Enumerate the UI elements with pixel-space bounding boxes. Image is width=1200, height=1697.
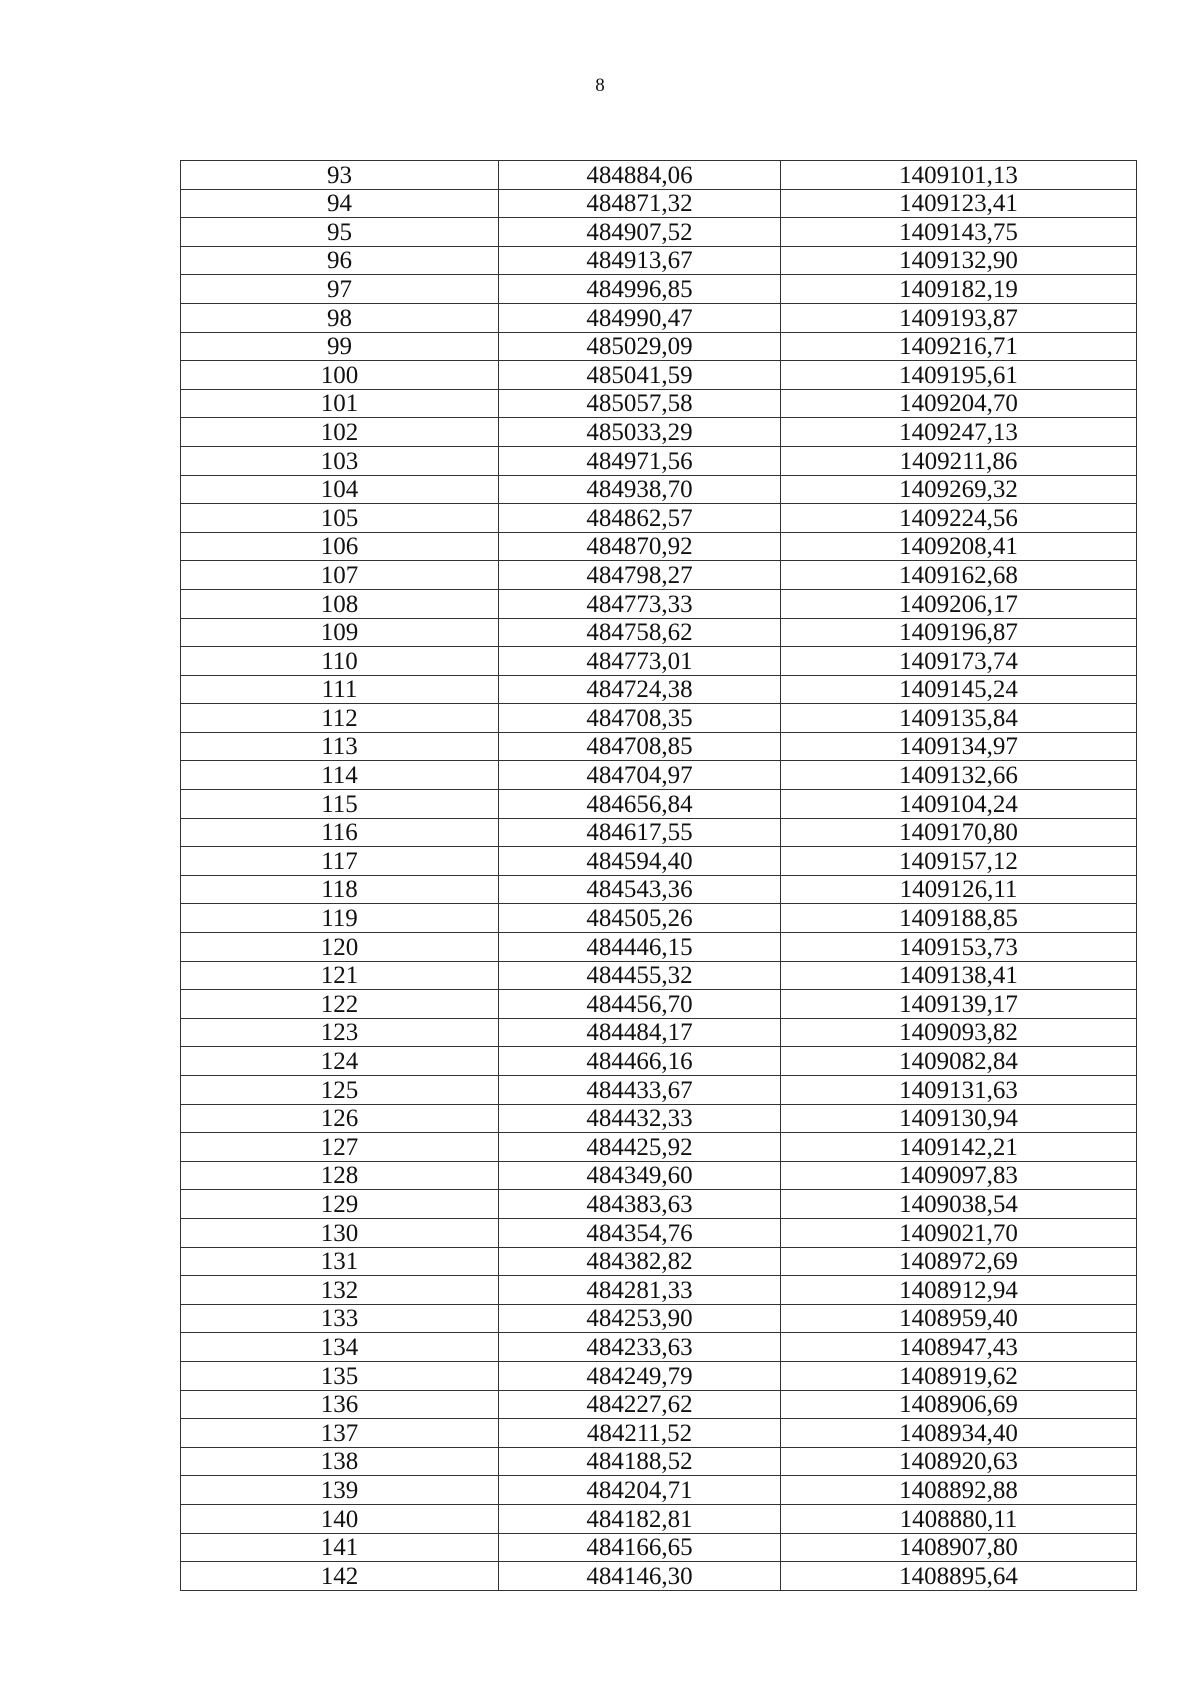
x-coordinate-cell: 484798,27 (499, 561, 781, 590)
x-coordinate-cell: 484182,81 (499, 1504, 781, 1533)
point-number-cell: 105 (181, 504, 499, 533)
table-row (181, 1190, 1137, 1219)
x-coordinate-cell: 484938,70 (499, 475, 781, 504)
table-row (181, 933, 1137, 962)
point-number-cell: 134 (181, 1333, 499, 1362)
y-coordinate-cell: 1409131,63 (781, 1076, 1137, 1105)
x-coordinate-cell: 484708,35 (499, 704, 781, 733)
y-coordinate-cell: 1408972,69 (781, 1247, 1137, 1276)
y-coordinate-cell: 1409269,32 (781, 475, 1137, 504)
x-coordinate-cell: 484455,32 (499, 961, 781, 990)
point-number-cell: 116 (181, 818, 499, 847)
point-number-cell: 106 (181, 532, 499, 561)
table-row (181, 1361, 1137, 1390)
table-row (181, 1390, 1137, 1419)
x-coordinate-cell: 484990,47 (499, 303, 781, 332)
y-coordinate-cell: 1409153,73 (781, 933, 1137, 962)
y-coordinate-cell: 1409134,97 (781, 732, 1137, 761)
y-coordinate-cell: 1409188,85 (781, 904, 1137, 933)
point-number-cell: 102 (181, 418, 499, 447)
table-row (181, 389, 1137, 418)
point-number-cell: 127 (181, 1133, 499, 1162)
x-coordinate-cell: 484233,63 (499, 1333, 781, 1362)
x-coordinate-cell: 484227,62 (499, 1390, 781, 1419)
table-row (181, 1333, 1137, 1362)
point-number-cell: 137 (181, 1419, 499, 1448)
x-coordinate-cell: 484446,15 (499, 933, 781, 962)
y-coordinate-cell: 1409126,11 (781, 875, 1137, 904)
point-number-cell: 136 (181, 1390, 499, 1419)
point-number-cell: 117 (181, 847, 499, 876)
y-coordinate-cell: 1409204,70 (781, 389, 1137, 418)
table-row (181, 1161, 1137, 1190)
point-number-cell: 114 (181, 761, 499, 790)
y-coordinate-cell: 1408920,63 (781, 1447, 1137, 1476)
point-number-cell: 142 (181, 1562, 499, 1591)
y-coordinate-cell: 1409196,87 (781, 618, 1137, 647)
x-coordinate-cell: 484188,52 (499, 1447, 781, 1476)
point-number-cell: 100 (181, 361, 499, 390)
x-coordinate-cell: 484425,92 (499, 1133, 781, 1162)
y-coordinate-cell: 1409170,80 (781, 818, 1137, 847)
x-coordinate-cell: 484432,33 (499, 1104, 781, 1133)
y-coordinate-cell: 1409123,41 (781, 189, 1137, 218)
point-number-cell: 110 (181, 647, 499, 676)
table-row (181, 303, 1137, 332)
table-row (181, 990, 1137, 1019)
table-row (181, 1218, 1137, 1247)
x-coordinate-cell: 485029,09 (499, 332, 781, 361)
table-row (181, 1504, 1137, 1533)
point-number-cell: 118 (181, 875, 499, 904)
point-number-cell: 124 (181, 1047, 499, 1076)
y-coordinate-cell: 1409132,90 (781, 246, 1137, 275)
point-number-cell: 139 (181, 1476, 499, 1505)
table-row (181, 275, 1137, 304)
y-coordinate-cell: 1409173,74 (781, 647, 1137, 676)
y-coordinate-cell: 1409193,87 (781, 303, 1137, 332)
point-number-cell: 95 (181, 218, 499, 247)
y-coordinate-cell: 1409132,66 (781, 761, 1137, 790)
table-row (181, 761, 1137, 790)
y-coordinate-cell: 1409224,56 (781, 504, 1137, 533)
table-row (181, 504, 1137, 533)
table-row (181, 675, 1137, 704)
y-coordinate-cell: 1409130,94 (781, 1104, 1137, 1133)
y-coordinate-cell: 1409143,75 (781, 218, 1137, 247)
point-number-cell: 93 (181, 161, 499, 190)
table-row (181, 1076, 1137, 1105)
x-coordinate-cell: 484484,17 (499, 1018, 781, 1047)
table-row (181, 704, 1137, 733)
point-number-cell: 131 (181, 1247, 499, 1276)
table-row (181, 418, 1137, 447)
y-coordinate-cell: 1408919,62 (781, 1361, 1137, 1390)
point-number-cell: 113 (181, 732, 499, 761)
x-coordinate-cell: 484466,16 (499, 1047, 781, 1076)
table-row (181, 961, 1137, 990)
table-row (181, 1047, 1137, 1076)
x-coordinate-cell: 484211,52 (499, 1419, 781, 1448)
point-number-cell: 115 (181, 790, 499, 819)
point-number-cell: 99 (181, 332, 499, 361)
y-coordinate-cell: 1409082,84 (781, 1047, 1137, 1076)
table-row (181, 589, 1137, 618)
point-number-cell: 111 (181, 675, 499, 704)
x-coordinate-cell: 484594,40 (499, 847, 781, 876)
point-number-cell: 125 (181, 1076, 499, 1105)
table-row (181, 475, 1137, 504)
table-row (181, 1419, 1137, 1448)
point-number-cell: 126 (181, 1104, 499, 1133)
x-coordinate-cell: 485041,59 (499, 361, 781, 390)
point-number-cell: 141 (181, 1533, 499, 1562)
x-coordinate-cell: 484870,92 (499, 532, 781, 561)
y-coordinate-cell: 1409093,82 (781, 1018, 1137, 1047)
point-number-cell: 121 (181, 961, 499, 990)
point-number-cell: 101 (181, 389, 499, 418)
y-coordinate-cell: 1409142,21 (781, 1133, 1137, 1162)
coordinates-table-body (181, 161, 1137, 1591)
y-coordinate-cell: 1409138,41 (781, 961, 1137, 990)
x-coordinate-cell: 484354,76 (499, 1218, 781, 1247)
x-coordinate-cell: 484383,63 (499, 1190, 781, 1219)
table-row (181, 818, 1137, 847)
x-coordinate-cell: 484543,36 (499, 875, 781, 904)
x-coordinate-cell: 484249,79 (499, 1361, 781, 1390)
point-number-cell: 103 (181, 446, 499, 475)
y-coordinate-cell: 1409097,83 (781, 1161, 1137, 1190)
y-coordinate-cell: 1409195,61 (781, 361, 1137, 390)
x-coordinate-cell: 484708,85 (499, 732, 781, 761)
table-row (181, 446, 1137, 475)
x-coordinate-cell: 484871,32 (499, 189, 781, 218)
table-row (181, 904, 1137, 933)
y-coordinate-cell: 1409021,70 (781, 1218, 1137, 1247)
y-coordinate-cell: 1409135,84 (781, 704, 1137, 733)
y-coordinate-cell: 1409216,71 (781, 332, 1137, 361)
x-coordinate-cell: 484204,71 (499, 1476, 781, 1505)
table-row (181, 246, 1137, 275)
point-number-cell: 140 (181, 1504, 499, 1533)
y-coordinate-cell: 1408906,69 (781, 1390, 1137, 1419)
point-number-cell: 108 (181, 589, 499, 618)
point-number-cell: 107 (181, 561, 499, 590)
point-number-cell: 138 (181, 1447, 499, 1476)
table-row (181, 361, 1137, 390)
point-number-cell: 132 (181, 1276, 499, 1305)
x-coordinate-cell: 484996,85 (499, 275, 781, 304)
table-row (181, 1276, 1137, 1305)
x-coordinate-cell: 484704,97 (499, 761, 781, 790)
point-number-cell: 96 (181, 246, 499, 275)
table-row (181, 1247, 1137, 1276)
page-number: 8 (595, 75, 605, 96)
x-coordinate-cell: 484884,06 (499, 161, 781, 190)
table-row (181, 1562, 1137, 1591)
table-row (181, 532, 1137, 561)
y-coordinate-cell: 1409182,19 (781, 275, 1137, 304)
x-coordinate-cell: 484382,82 (499, 1247, 781, 1276)
table-row (181, 1104, 1137, 1133)
x-coordinate-cell: 484971,56 (499, 446, 781, 475)
table-row (181, 1447, 1137, 1476)
y-coordinate-cell: 1409157,12 (781, 847, 1137, 876)
y-coordinate-cell: 1408934,40 (781, 1419, 1137, 1448)
x-coordinate-cell: 484617,55 (499, 818, 781, 847)
point-number-cell: 133 (181, 1304, 499, 1333)
y-coordinate-cell: 1409038,54 (781, 1190, 1137, 1219)
y-coordinate-cell: 1408959,40 (781, 1304, 1137, 1333)
x-coordinate-cell: 484773,33 (499, 589, 781, 618)
table-row (181, 618, 1137, 647)
point-number-cell: 112 (181, 704, 499, 733)
x-coordinate-cell: 484433,67 (499, 1076, 781, 1105)
y-coordinate-cell: 1409139,17 (781, 990, 1137, 1019)
y-coordinate-cell: 1409101,13 (781, 161, 1137, 190)
y-coordinate-cell: 1408947,43 (781, 1333, 1137, 1362)
y-coordinate-cell: 1409162,68 (781, 561, 1137, 590)
y-coordinate-cell: 1409104,24 (781, 790, 1137, 819)
x-coordinate-cell: 484456,70 (499, 990, 781, 1019)
x-coordinate-cell: 484505,26 (499, 904, 781, 933)
table-row (181, 161, 1137, 190)
table-row (181, 561, 1137, 590)
x-coordinate-cell: 484349,60 (499, 1161, 781, 1190)
point-number-cell: 109 (181, 618, 499, 647)
table-row (181, 332, 1137, 361)
point-number-cell: 94 (181, 189, 499, 218)
table-row (181, 1476, 1137, 1505)
x-coordinate-cell: 485033,29 (499, 418, 781, 447)
y-coordinate-cell: 1409145,24 (781, 675, 1137, 704)
point-number-cell: 129 (181, 1190, 499, 1219)
point-number-cell: 98 (181, 303, 499, 332)
y-coordinate-cell: 1408892,88 (781, 1476, 1137, 1505)
x-coordinate-cell: 484146,30 (499, 1562, 781, 1591)
point-number-cell: 122 (181, 990, 499, 1019)
x-coordinate-cell: 484907,52 (499, 218, 781, 247)
point-number-cell: 119 (181, 904, 499, 933)
x-coordinate-cell: 484913,67 (499, 246, 781, 275)
point-number-cell: 120 (181, 933, 499, 962)
y-coordinate-cell: 1408912,94 (781, 1276, 1137, 1305)
point-number-cell: 97 (181, 275, 499, 304)
coordinates-table (180, 160, 1137, 1591)
x-coordinate-cell: 485057,58 (499, 389, 781, 418)
table-row (181, 875, 1137, 904)
table-row (181, 1533, 1137, 1562)
x-coordinate-cell: 484758,62 (499, 618, 781, 647)
table-row (181, 218, 1137, 247)
point-number-cell: 104 (181, 475, 499, 504)
table-row (181, 1133, 1137, 1162)
x-coordinate-cell: 484862,57 (499, 504, 781, 533)
point-number-cell: 123 (181, 1018, 499, 1047)
x-coordinate-cell: 484724,38 (499, 675, 781, 704)
x-coordinate-cell: 484253,90 (499, 1304, 781, 1333)
x-coordinate-cell: 484656,84 (499, 790, 781, 819)
y-coordinate-cell: 1408895,64 (781, 1562, 1137, 1591)
y-coordinate-cell: 1409208,41 (781, 532, 1137, 561)
x-coordinate-cell: 484166,65 (499, 1533, 781, 1562)
table-row (181, 189, 1137, 218)
point-number-cell: 128 (181, 1161, 499, 1190)
y-coordinate-cell: 1408907,80 (781, 1533, 1137, 1562)
point-number-cell: 135 (181, 1361, 499, 1390)
point-number-cell: 130 (181, 1218, 499, 1247)
y-coordinate-cell: 1409211,86 (781, 446, 1137, 475)
y-coordinate-cell: 1409206,17 (781, 589, 1137, 618)
table-row (181, 847, 1137, 876)
y-coordinate-cell: 1408880,11 (781, 1504, 1137, 1533)
table-row (181, 1018, 1137, 1047)
table-row (181, 647, 1137, 676)
table-row (181, 790, 1137, 819)
table-row (181, 732, 1137, 761)
y-coordinate-cell: 1409247,13 (781, 418, 1137, 447)
table-row (181, 1304, 1137, 1333)
x-coordinate-cell: 484281,33 (499, 1276, 781, 1305)
x-coordinate-cell: 484773,01 (499, 647, 781, 676)
